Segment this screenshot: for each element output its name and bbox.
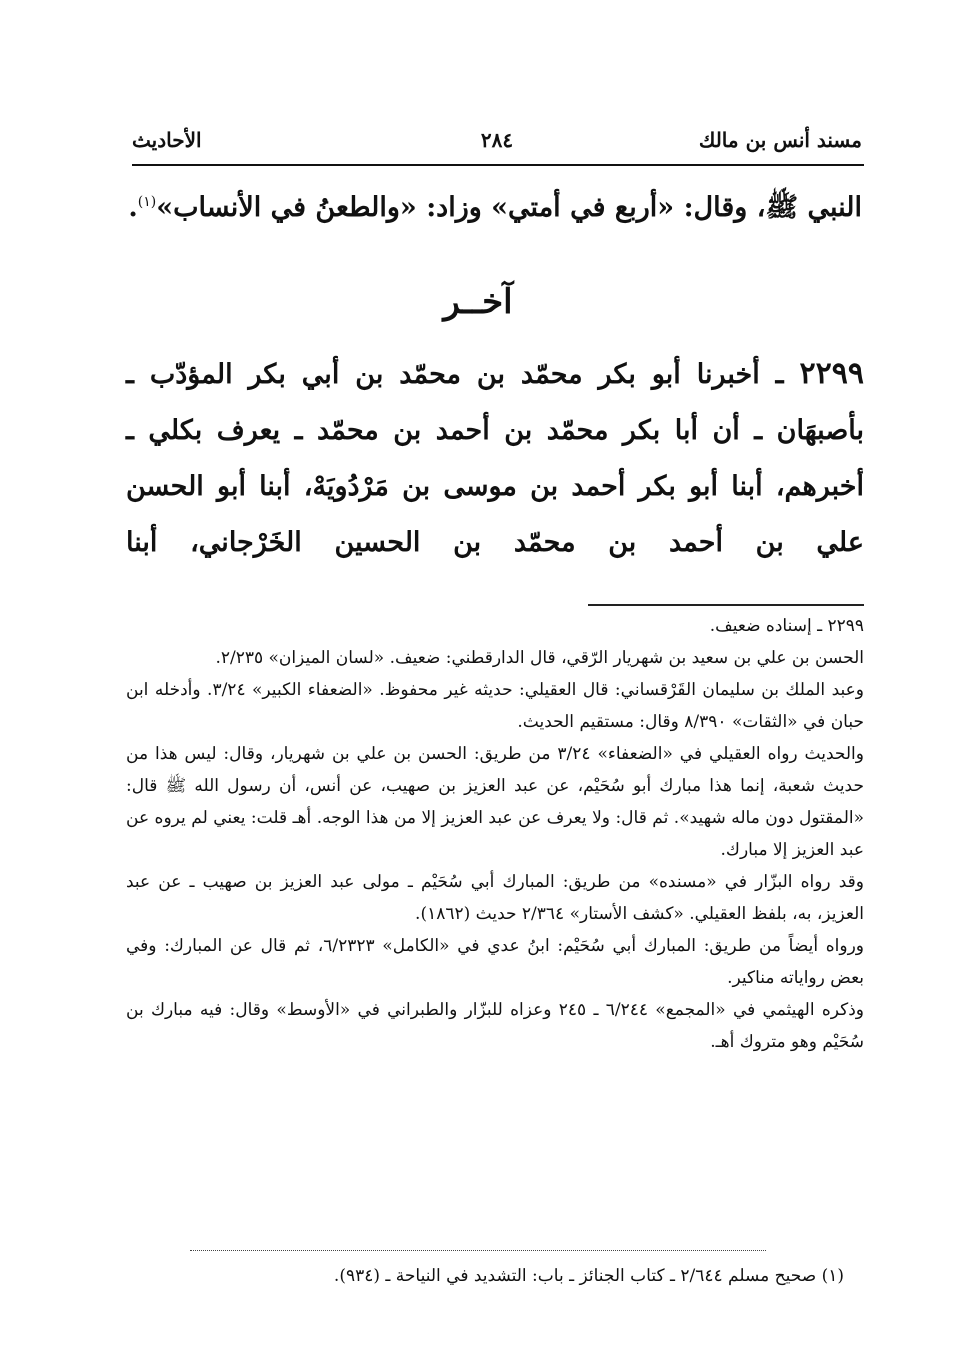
footnote-separator: [588, 604, 864, 606]
hadith-chain: ـ أخبرنا أبو بكر محمّد بن محمّد بن أبي بكر المؤدّب ـ بأصبهَان ـ أن أبا بكر محمّد بن أحمد بن محمّد ـ يعرف بكلي ـ أخبرهم، أبنا أبو بكر أحمد بن موسى بن مَرْدُويَهْ، أبنا أبو الحسن علي بن أحمد بن محمّد بن الحسين الخَرْجاني، أبنا: [126, 359, 864, 558]
note-paragraph: وذكره الهيثمي في «المجمع» ٦/٢٤٤ ـ ٢٤٥ وعزاه للبزّار والطبراني في «الأوسط» وقال: فيه مبارك بن سُحَيْم وهو متروك أهـ.: [126, 1000, 864, 1052]
hadith-text: [126, 346, 864, 571]
book-title: مسند أنس بن مالك: [698, 128, 862, 152]
section-title-text: آخــر: [443, 282, 513, 322]
section-name: الأحاديث: [132, 128, 202, 152]
hadith-number: ٢٢٩٩: [799, 356, 864, 391]
footnote-dotted-separator: [190, 1250, 766, 1251]
section-title: [0, 282, 956, 324]
header-rule: [132, 164, 864, 166]
note-paragraph: والحديث رواه العقيلي في «الضعفاء» ٣/٢٤ من طريق: الحسن بن علي بن شهريار، وقال: ليس هذا من حديث شعبة، إنما هذا مبارك أبو سُحَيْم، عن عبد العزيز بن صهيب، عن أنس، أن رسول الله ﷺ قال: «المقتول دون ماله شهيد». ثم قال: ولا يعرف عن عبد العزيز إلا من هذا الوجه. أهـ قلت: يعني لم يروه عن عبد العزيز إلا مبارك.: [126, 744, 864, 860]
note-paragraph: الحسن بن علي بن سعيد بن شهريار الرّقي، قال الدارقطني: ضعيف. «لسان الميزان» ٢/٢٣٥.: [215, 648, 864, 668]
footnote-1: (١) صحيح مسلم ٢/٦٤٤ ـ كتاب الجنائز ـ باب: التشديد في النياحة ـ (٩٣٤).: [333, 1266, 844, 1286]
note-paragraph: وعبد الملك بن سليمان القَرْقساني: قال العقيلي: حديثه غير محفوظ. «الضعفاء الكبير» ٣/٢٤. وأدخله ابن حبان في «الثقات» ٨/٣٩٠ وقال: مستقيم الحديث.: [126, 680, 864, 732]
note-paragraph: ورواه أيضاً من طريق: المبارك أبي سُحَيْم: ابنُ عدي في «الكامل» ٦/٢٣٢٣، ثم قال عن المبارك: وفي بعض رواياته مناكير.: [126, 936, 864, 988]
continuation-text: النبي ﷺ، وقال: «أربع في أمتي» وزاد: «والطعنُ في الأنساب»: [156, 192, 862, 223]
note-paragraph: وقد رواه البزّار في «مسنده» من طريق: المبارك أبي سُحَيْم ـ مولى عبد العزيز بن صهيب ـ عن عبد العزيز، به، بلفظ العقيلي. «كشف الأستار» ٢/٣٦٤ حديث (١٨٦٢).: [126, 872, 864, 924]
continuation-line: [128, 190, 862, 230]
footnote-reference: (١): [137, 194, 157, 210]
commentary-notes: [126, 610, 864, 1058]
running-header: [132, 128, 862, 162]
page-number: ٢٨٤: [480, 128, 514, 152]
note-paragraph: ٢٢٩٩ ـ إسناده ضعيف.: [709, 616, 864, 636]
continuation-end: .: [128, 192, 138, 223]
